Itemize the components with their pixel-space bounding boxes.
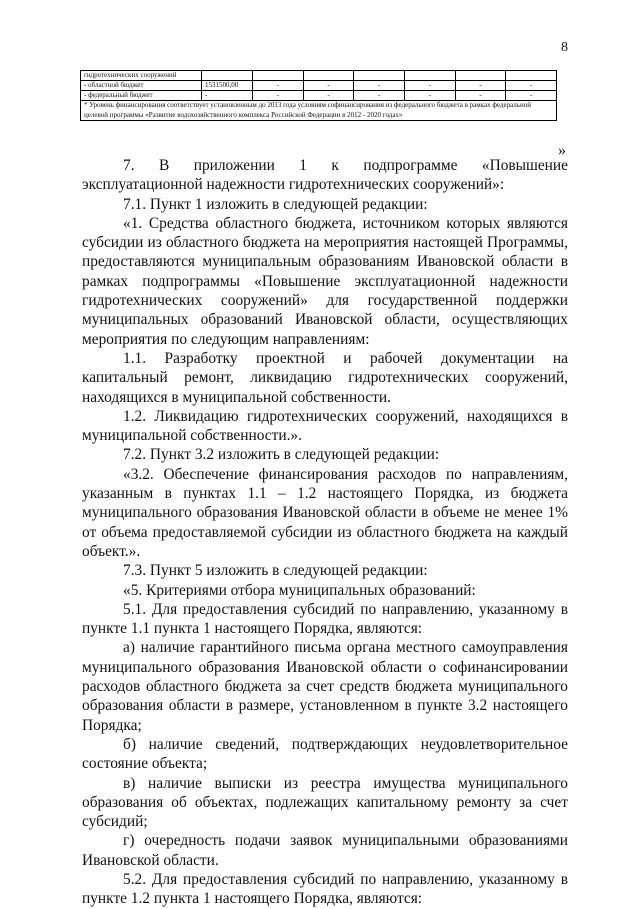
closing-quote: » (558, 142, 566, 159)
document-body (82, 156, 568, 909)
paragraph: а) наличие гарантийного письма органа местного самоуправления муниципального образования Ивановской области о софинансировании расходов областного бюджета за счет средств бюджета муниципального образования области в размере, установленном в пункте 3.2 настоящего Порядка; (82, 639, 568, 734)
page-number: 8 (561, 40, 568, 55)
table-cell (506, 71, 557, 81)
row-value: - (202, 91, 253, 101)
table-cell: - (354, 81, 405, 91)
row-value (202, 71, 253, 81)
paragraph: «1. Средства областного бюджета, источником которых являются субсидии из областного бюджета на мероприятия настоящей Программы, предоставляются муниципальным образованиям Ивановской области в рамках подпрограммы «Повышение эксплуатационной надежности гидротехнических сооружений» для государственной поддержки муниципальных образований Ивановской области, осуществляющих мероприятия по следующим направлениям: (82, 214, 568, 348)
row-label: - областной бюджет (81, 81, 202, 91)
paragraph: «3.2. Обеспечение финансирования расходов по направлениям, указанным в пунктах 1.1 – 1.2 настоящего Порядка, из бюджета муниципального образования Ивановской области в объеме не менее 1% от объема предоставляемой субсидии из областного бюджета на каждый объект.». (82, 465, 568, 560)
table-cell: - (506, 91, 557, 101)
paragraph: 7.1. Пункт 1 изложить в следующей редакции: (123, 195, 428, 213)
table-cell: - (354, 91, 405, 101)
financing-table (80, 70, 557, 121)
table-cell (404, 71, 455, 81)
paragraph: б) наличие сведений, подтверждающих неудовлетворительное состояние объекта; (82, 735, 568, 773)
table-cell (354, 71, 405, 81)
table-cell: - (253, 81, 304, 91)
paragraph: 7. В приложении 1 к подпрограмме «Повышение эксплуатационной надежности гидротехнических сооружений»: (82, 157, 568, 194)
table-cell: - (404, 81, 455, 91)
paragraph: 7.3. Пункт 5 изложить в следующей редакции: (123, 562, 428, 580)
table-cell: - (506, 81, 557, 91)
paragraph: в) наличие выписки из реестра имущества муниципального образования об объектах, подлежащих капитальному ремонту за счет субсидий; (82, 774, 568, 831)
paragraph: 5.1. Для предоставления субсидий по направлению, указанному в пункте 1.1 пункта 1 настоящего Порядка, являются: (82, 600, 568, 638)
paragraph: «5. Критериями отбора муниципальных образований: (123, 581, 476, 599)
paragraph: 1.2. Ликвидацию гидротехнических сооружений, находящихся в муниципальной собственности.». (82, 407, 568, 445)
table-cell (455, 71, 506, 81)
table-footnote: * Уровень финансирования соответствует установленным до 2013 года условиям софинансирования из федерального бюджета в рамках федеральной целевой программы «Развитие водохозяйственного комплекса Российской Федерации в 2012 - 2020 годах» (81, 101, 557, 121)
table-cell (303, 71, 354, 81)
paragraph: 1.1. Разработку проектной и рабочей документации на капитальный ремонт, ликвидацию гидротехнических сооружений, находящихся в муниципальной собственности. (82, 349, 568, 406)
table-row (81, 71, 557, 81)
paragraph: 7.2. Пункт 3.2 изложить в следующей редакции: (123, 446, 440, 464)
table-cell: - (455, 81, 506, 91)
table-cell: - (455, 91, 506, 101)
table-cell: - (303, 91, 354, 101)
table-row (81, 91, 557, 101)
table-cell (253, 71, 304, 81)
table-row (81, 81, 557, 91)
table-cell: - (303, 81, 354, 91)
row-value: 1531500,00 (202, 81, 253, 91)
table-cell: - (404, 91, 455, 101)
row-label: гидротехнических сооружений (81, 71, 202, 81)
row-label: - федеральный бюджет (81, 91, 202, 101)
paragraph: 5.2. Для предоставления субсидий по направлению, указанному в пункте 1.2 пункта 1 настоящего Порядка, являются: (82, 870, 568, 908)
table-cell: - (253, 91, 304, 101)
table-footnote-row (81, 101, 557, 121)
paragraph: г) очередность подачи заявок муниципальными образованиями Ивановской области. (82, 832, 568, 869)
